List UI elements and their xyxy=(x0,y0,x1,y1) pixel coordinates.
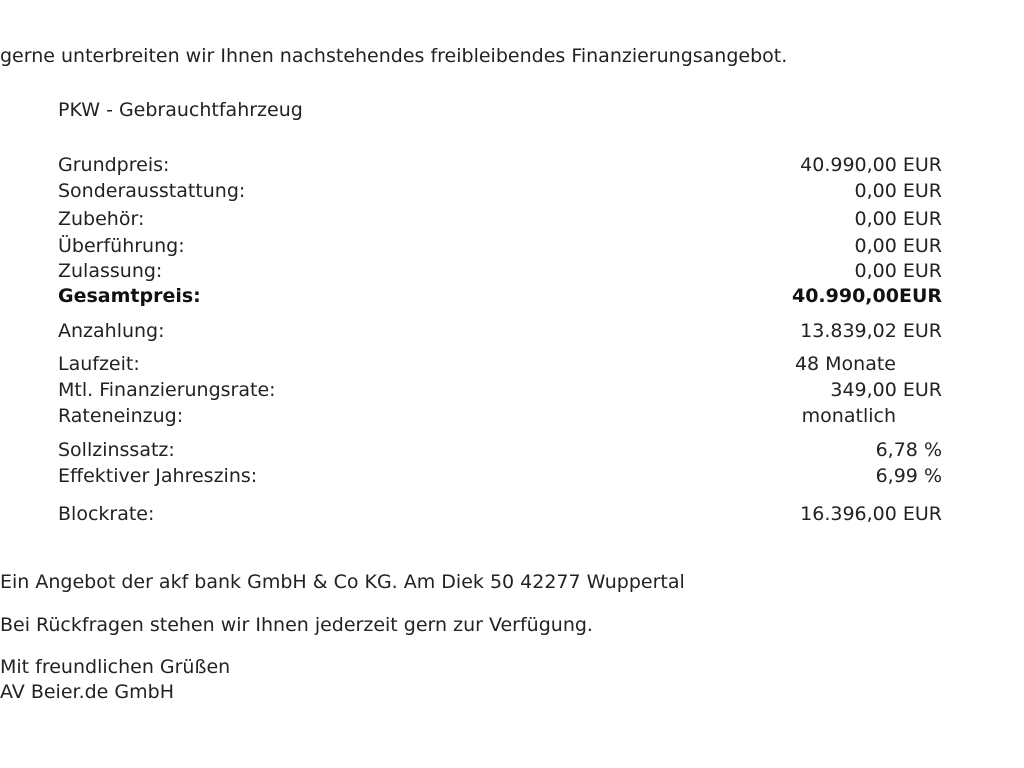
label-blockrate: Blockrate: xyxy=(58,503,155,525)
questions-text: Bei Rückfragen stehen wir Ihnen jederzeit gern zur Verfügung. xyxy=(0,614,593,636)
value-laufzeit: 48 Monate xyxy=(794,353,896,375)
label-laufzeit: Laufzeit: xyxy=(58,353,140,375)
value-zulassung: 0,00 EUR xyxy=(854,260,942,282)
label-sollzinssatz: Sollzinssatz: xyxy=(58,439,175,461)
value-anzahlung: 13.839,02 EUR xyxy=(800,320,942,342)
label-zulassung: Zulassung: xyxy=(58,260,163,282)
label-effektiver-jahreszins: Effektiver Jahreszins: xyxy=(58,465,258,487)
value-effektiver-jahreszins: 6,99 % xyxy=(875,465,942,487)
label-ueberfuehrung: Überführung: xyxy=(58,235,185,257)
value-zubehoer: 0,00 EUR xyxy=(854,208,942,230)
label-gesamtpreis: Gesamtpreis: xyxy=(58,285,201,307)
value-finanzierungsrate: 349,00 EUR xyxy=(830,379,942,401)
company-name: AV Beier.de GmbH xyxy=(0,681,174,703)
value-blockrate: 16.396,00 EUR xyxy=(800,503,942,525)
value-sonderausstattung: 0,00 EUR xyxy=(854,180,942,202)
label-grundpreis: Grundpreis: xyxy=(58,154,170,176)
label-sonderausstattung: Sonderausstattung: xyxy=(58,180,246,202)
vehicle-type: PKW - Gebrauchtfahrzeug xyxy=(58,99,303,121)
value-rateneinzug: monatlich xyxy=(801,405,896,427)
label-anzahlung: Anzahlung: xyxy=(58,320,165,342)
label-rateneinzug: Rateneinzug: xyxy=(58,405,184,427)
greeting: Mit freundlichen Grüßen xyxy=(0,656,231,678)
value-sollzinssatz: 6,78 % xyxy=(875,439,942,461)
label-finanzierungsrate: Mtl. Finanzierungsrate: xyxy=(58,379,276,401)
label-zubehoer: Zubehör: xyxy=(58,208,145,230)
intro-text: gerne unterbreiten wir Ihnen nachstehendes freibleibendes Finanzierungsangebot. xyxy=(0,45,788,67)
value-ueberfuehrung: 0,00 EUR xyxy=(854,235,942,257)
bank-info: Ein Angebot der akf bank GmbH & Co KG. Am Diek 50 42277 Wuppertal xyxy=(0,571,685,593)
value-gesamtpreis: 40.990,00EUR xyxy=(791,285,942,307)
value-grundpreis: 40.990,00 EUR xyxy=(800,154,942,176)
